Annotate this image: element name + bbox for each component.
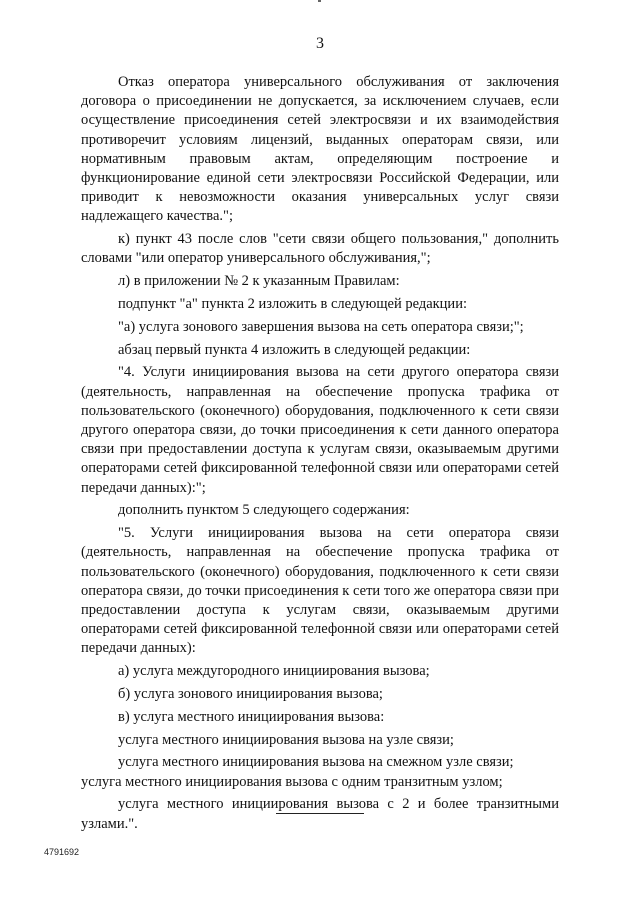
page-number: 3 bbox=[316, 35, 324, 52]
paragraph-subitem-a: подпункт "а" пункта 2 изложить в следующей редакции: bbox=[118, 296, 467, 313]
list-subitem-two-transit: услуга местного инициирования вызова с 2 и более транзитными узлами.". bbox=[81, 796, 559, 832]
list-item-b: б) услуга зонового инициирования вызова; bbox=[118, 686, 383, 703]
list-subitem-node: услуга местного инициирования вызова на узле связи; bbox=[118, 731, 454, 748]
list-subitem-one-transit: услуга местного инициирования вызова с одним транзитным узлом; bbox=[81, 773, 503, 790]
document-code: 4791692 bbox=[44, 847, 80, 857]
list-item-a: а) услуга междугородного инициирования вызова; bbox=[118, 663, 430, 680]
scan-mark bbox=[318, 0, 321, 2]
paragraph-clause-4-intro: абзац первый пункта 4 изложить в следующей редакции: bbox=[118, 341, 471, 358]
paragraph-clause-4: "4. Услуги инициирования вызова на сети другого оператора связи (деятельность, направленная на обеспечение пропуска трафика от пользовательского (оконечного) оборудования, подключенного к сети связи другого оператора связи, до точки присоединения к сети данного оператора связи при предоставлении доступа к услугам связи, оказываемым другими операторами сетей фиксированной телефонной связи или операторами сетей передачи данных):"; bbox=[81, 364, 559, 496]
paragraph-refusal-clause: Отказ оператора универсального обслуживания от заключения договора о присоединении не допускается, за исключением случаев, если осуществление присоединения сетей электросвязи и их взаимодействия противоречит условиям лицензий, выданных операторам связи, или нормативным правовым актам, определяющим построение и функционирование единой сети электросвязи Российской Федерации, или приводит к невозможности оказания универсальных услуг связи надлежащего качества."; bbox=[81, 74, 559, 225]
list-item-v: в) услуга местного инициирования вызова: bbox=[118, 708, 385, 725]
paragraph-clause-5-intro: дополнить пунктом 5 следующего содержания: bbox=[118, 502, 410, 519]
end-divider bbox=[276, 813, 364, 814]
paragraph-item-l: л) в приложении № 2 к указанным Правилам: bbox=[118, 273, 400, 290]
document-body bbox=[81, 73, 559, 837]
paragraph-zonal-termination: "а) услуга зонового завершения вызова на сеть оператора связи;"; bbox=[118, 318, 524, 335]
paragraph-clause-5: "5. Услуги инициирования вызова на сети оператора связи (деятельность, направленная на обеспечение пропуска трафика от пользовательского (оконечного) оборудования, подключенного к сети связи оператора связи, до точки присоединения к сети того же оператора связи при предоставлении доступа к услугам связи, оказываемым другими операторами сетей фиксированной телефонной связи или операторами сетей передачи данных): bbox=[81, 525, 559, 657]
paragraph-item-k: к) пункт 43 после слов "сети связи общего пользования," дополнить словами "или оператор универсального обслуживания,"; bbox=[81, 231, 559, 267]
list-subitem-adjacent-node: услуга местного инициирования вызова на смежном узле связи; bbox=[118, 754, 514, 771]
